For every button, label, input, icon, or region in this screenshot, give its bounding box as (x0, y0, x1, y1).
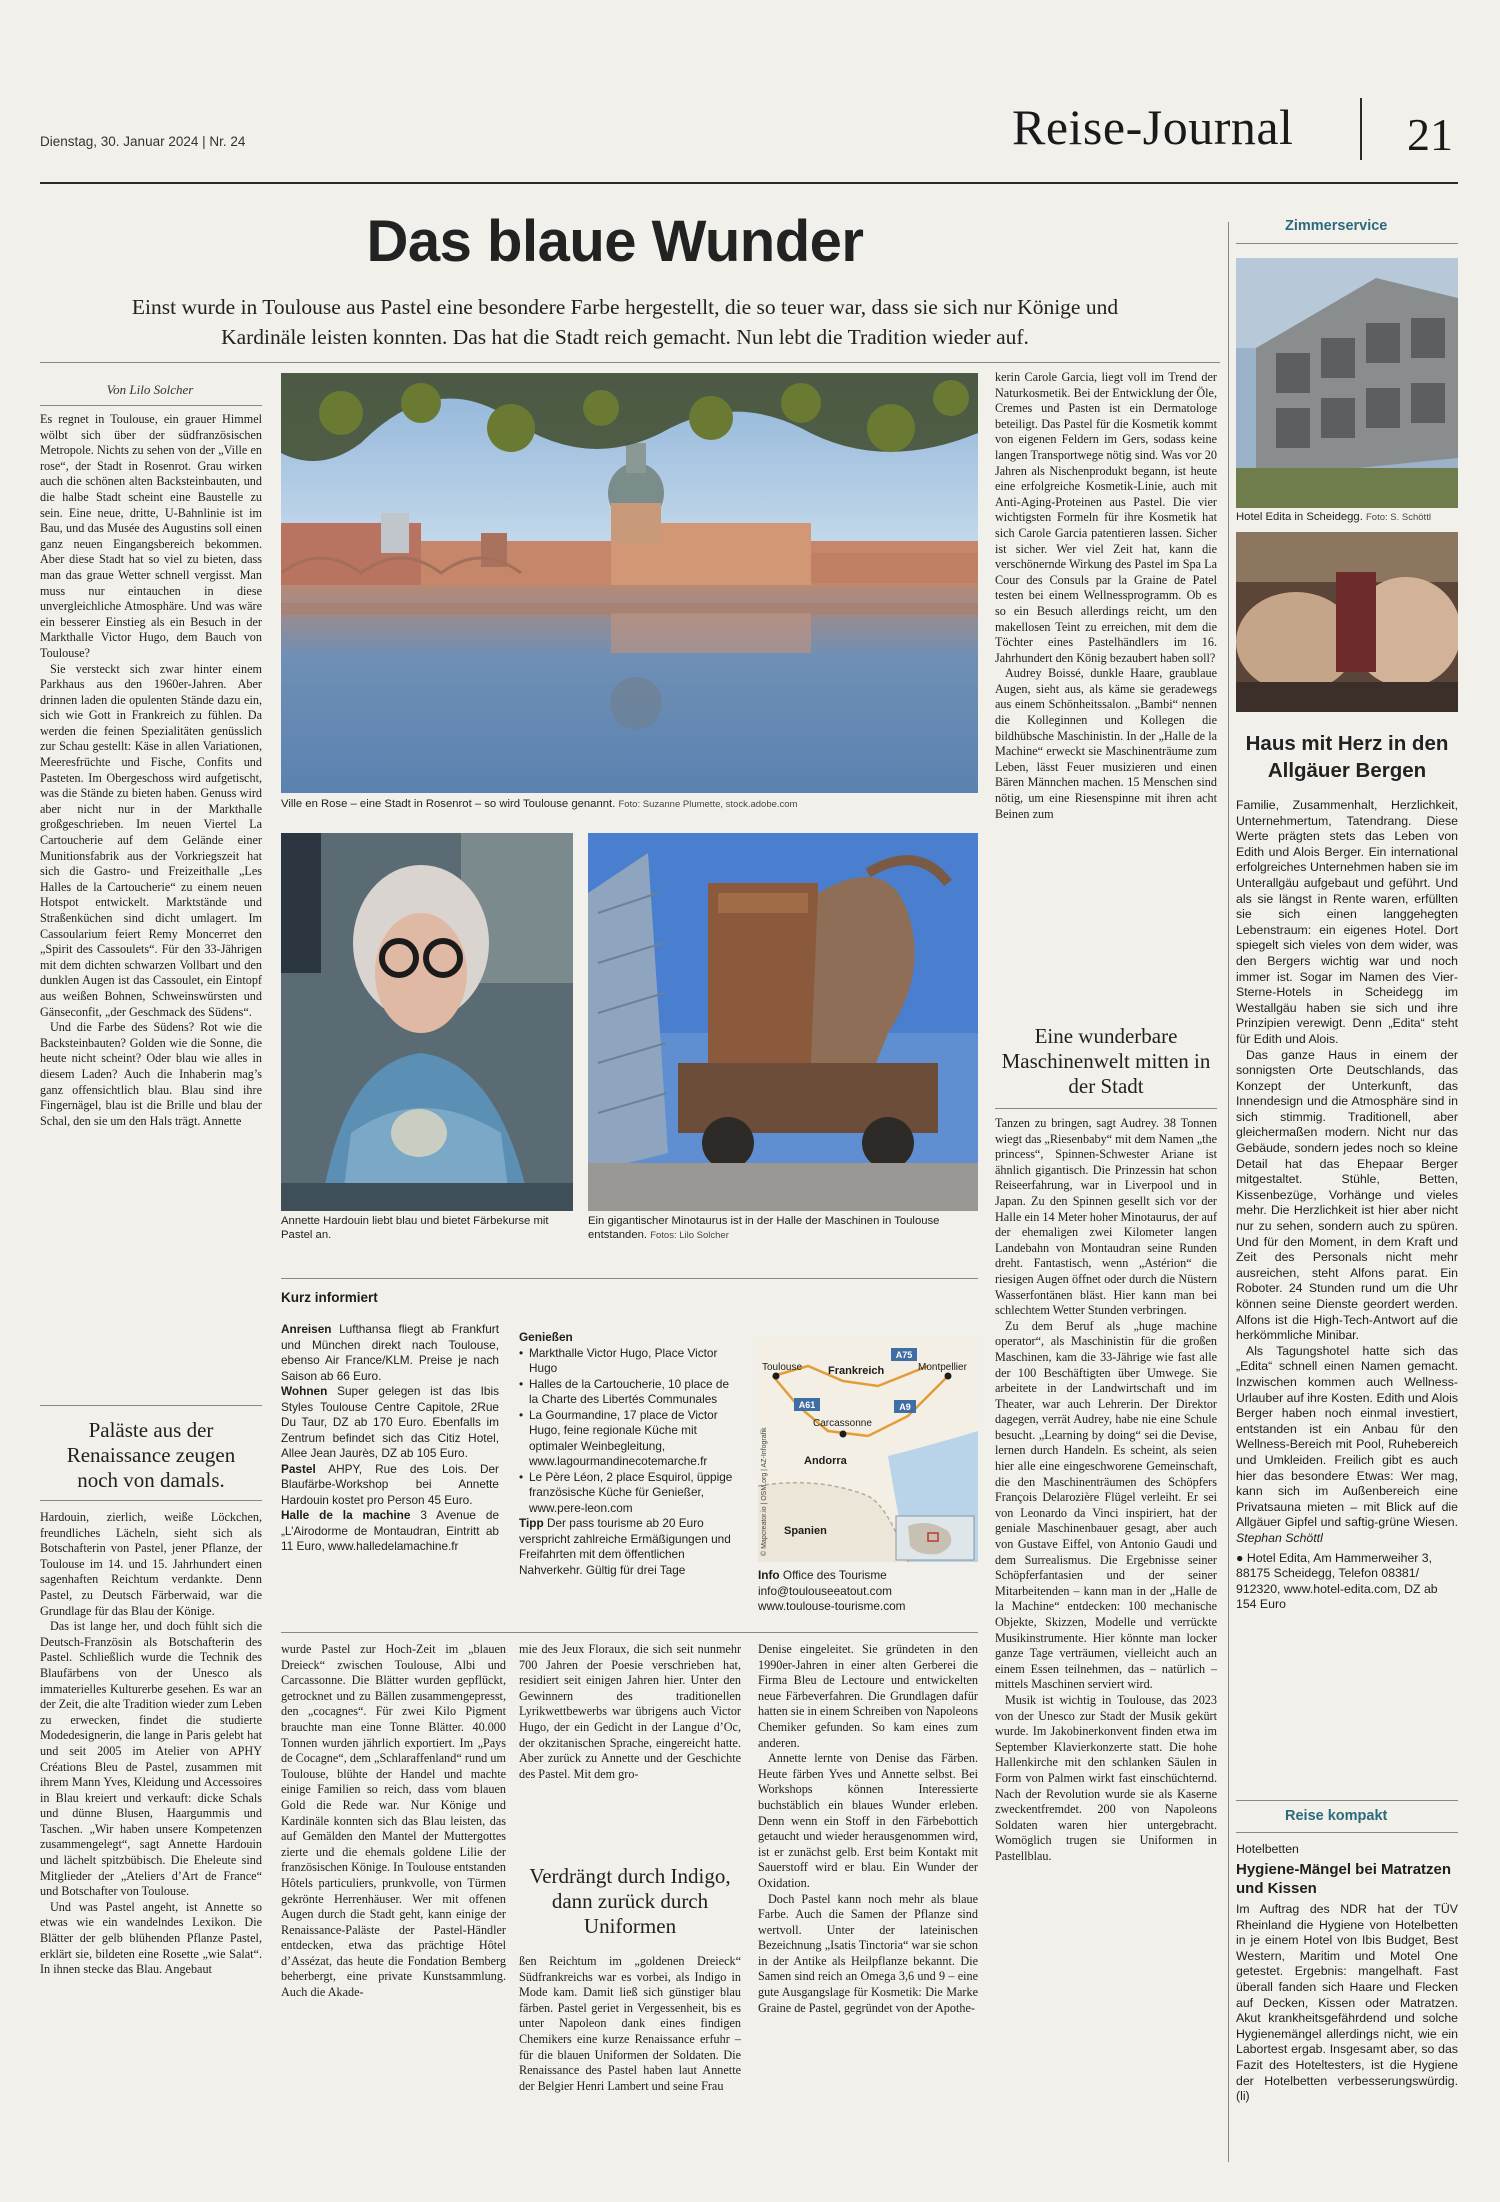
paragraph: Zu dem Beruf als „huge machine operator“, als Maschinistin für die großen Maschinen, kam die 33-Jährige wie fast alle der 100 Beschäftigten über Umwege. Sie arbeitete in der Landwirtschaft und im Theater, war auch Lehrerin. Der Direktor dagegen, verrät Audrey, habe nie eine Schule besucht. „Learning by doing“ sei die Devise, lernen durch Handeln. Es scheint, als seien hier alle eine eingeschworene Gemeinschaft, die den Maschinenträumen des Schöpfers François Delarozière Flügel verleiht. Er sei von Leonardo da Vinci inspiriert, hat der geniale Maschinenbauer gesagt, aber auch von Gustave Eiffel, von Antonio Gaudi und dem Surrealismus. Die Ergebnisse seiner Schöpferfantasien und der seiner Mitarbeitenden – kann man in der „Halle de la Machine“ entdecken: 100 mechanische Objekte, Skizzen, Modelle und verrückte Musikinstrumente. Hier könnte man locker ganze Tage verträumen, vielleicht auch an einem Essen teilnehmen, das – natürlich – mittels Maschinen serviert wird. (995, 1318, 1217, 1692)
paragraph: Doch Pastel kann noch mehr als blaue Farbe. Auch die Samen der Pflanze sind wertvoll. Unter der lateinischen Bezeichnung „Isatis Tinctoria“ war sie schon in der Antike als Heilpflanze bekannt. Die Samen sind reich an Omega 3,6 und 9 – eine gute Ausgangslage für Kosmetik: Die Marke Graine de Pastel, gegründet von der Apothe- (758, 1891, 978, 2015)
subhead-indigo: Verdrängt durch Indigo, dann zurück durch Uniformen (529, 1864, 731, 1938)
sidebar-text (1236, 798, 1458, 1613)
minotaur-caption (588, 1214, 978, 1243)
infobox-info (758, 1568, 978, 1615)
paragraph: Es regnet in Toulouse, ein grauer Himmel wölbt sich über der südfranzösischen Metropole. Nichts zu sehen von der „Ville en rose“, der Stadt in Rosenrot. Grau wirken auch die schönen alten Backsteinbauten, und die halbe Stadt scheint eine Baustelle zu sein. Eine neue, dritte, U-Bahnlinie ist im Bau, und das Musée des Augustins soll einen ganz neuen Eingangsbereich bekommen. Aber diese Stadt hat so viel zu bieten, dass man das graue Wetter schnell vergisst. Man muss nur eintauchen in diese unvergleichliche Atmosphäre. Und was wäre ein besserer Einstieg als ein Besuch in der Markthalle Victor Hugo, dem Bauch von Toulouse? (40, 412, 262, 660)
kompakt-rule (1236, 1800, 1458, 1801)
photo-credit: Foto: S. Schöttl (1366, 512, 1431, 523)
kompakt-tag: Reise kompakt (1285, 1808, 1388, 1824)
caption-text: Ein gigantischer Minotaurus ist in der Halle der Maschinen in Toulouse entstanden. (588, 1215, 940, 1241)
paragraph: Annette lernte von Denise das Färben. Heute färben Yves und Annette selbst. Bei Workshops können Interessierte buchstäblich ein blaues Wunder erleben. Denn wenn ein Stoff in den Färbebottich getaucht und wieder herausgenommen wird, ist er zunächst gelb. Erst beim Kontakt mit Sauerstoff wird er blau. Ein Wunder der Oxidation. (758, 1751, 978, 1890)
hotel-photo (1236, 258, 1458, 508)
deck-rule (40, 362, 1220, 363)
paragraph-text: Als Tagungshotel hatte sich das „Edita“ schnell einen Namen gemacht. Inzwischen kommen auch Wellness-Urlauber auf ihre Kosten. Edith und Alois Berger haben noch einmal investiert, entstanden ist ein Anbau für den Wellness-Bereich mit Pool, Ruhebereich und Umkleiden. Freilich gibt es auch hier das besondere Etwas: Wer mag, kann sich im Außenbereich eine Privatsauna mieten – mit Blick auf die Allgäuer Gipfel und saftig-grüne Wiesen. (1236, 1343, 1458, 1530)
road-label-a9: A9 (899, 1402, 911, 1412)
photo-credit: Fotos: Lilo Solcher (650, 1230, 729, 1241)
column-1-top (40, 412, 262, 1129)
info-label: Wohnen (281, 1384, 328, 1398)
paragraph: mie des Jeux Floraux, die sich seit nunmehr 700 Jahren der Poesie verschrieben hat, residiert seit einigen Jahren hier. Unter den Gewinnern des traditionellen Lyrikwettbewerbs war übrigens auch Victor Hugo, der ein Gedicht in der Langue d’Oc, der okzitanischen Sprache, eingereicht hatte. Aber zurück zu Annette und der Geschichte des Pastel. Mit dem gro- (519, 1642, 741, 1781)
paragraph: Denise eingeleitet. Sie gründeten in den 1990er-Jahren in einer alten Gerberei die Firma Bleu de Lectoure und entwickelten neue Färbeverfahren. Die Grundlagen dafür hatten sie in einem Schreiben von Napoleons Chemiker gefunden. So kam eines zum anderen. (758, 1642, 978, 1750)
sidebar-tag-rule (1236, 243, 1458, 244)
section-title: Reise-Journal (1012, 99, 1294, 155)
info-text: Office des Tourisme (782, 1568, 887, 1582)
column-3-bottom (519, 1954, 741, 2094)
info-label: Info (758, 1568, 780, 1582)
map-credit: © Mapcreator.io | OSM.org | AZ-Infografik (761, 1427, 768, 1556)
infobox-rule-top (281, 1278, 978, 1279)
hotel-address: Hotel Edita, Am Hammerweiher 3, 88175 Scheidegg, Telefon 08381/ 912320, www.hotel-edita.com, DZ ab 154 Euro (1236, 1550, 1438, 1612)
info-label: Anreisen (281, 1322, 332, 1336)
subhead-palaeste: Paläste aus der Renaissance zeugen noch von damals. (66, 1418, 236, 1492)
kompakt-tag-rule (1236, 1832, 1458, 1833)
header-rule (40, 182, 1458, 184)
info-text: AHPY, Rue des Lois. Der Blaufärbe-Workshop bei Annette Hardouin kostet pro Person 45 Euro. (281, 1461, 499, 1507)
info-web: www.toulouse-tourisme.com (758, 1599, 906, 1613)
column-1-bottom (40, 1510, 262, 1978)
hotel-address-line (1236, 1551, 1458, 1613)
subhead-rule (995, 1108, 1217, 1109)
portrait-caption: Annette Hardouin liebt blau und bietet Färbekurse mit Pastel an. (281, 1215, 549, 1241)
infobox-rule-bottom (281, 1632, 978, 1633)
info-text: Der pass tourisme ab 20 Euro verspricht zahlreiche Ermäßigungen und Freifahrten mit dem öffentlichen Nahverkehr. Gültig für drei Tage (519, 1516, 731, 1577)
info-label: Tipp (519, 1516, 544, 1530)
portrait-photo (281, 833, 573, 1211)
map-label-andorra: Andorra (804, 1455, 847, 1467)
sidebar-divider (1228, 222, 1229, 2162)
paragraph: Und was Pastel angeht, ist Annette so etwas wie ein wandelndes Lexikon. Die Blätter der gelb blühenden Pflanze Pastel, erklärt sie, bildeten eine Rosette „wie Salat“. In ihnen stecke das Blau. Angebaut (40, 1899, 262, 1977)
column-3-top (519, 1642, 741, 1782)
column-5-top (995, 370, 1217, 822)
paragraph: Musik ist wichtig in Toulouse, das 2023 von der Unesco zur Stadt der Musik gekürt wurde. Im Jakobinerkonvent finden etwa im September Klavierkonzerte statt. Die hohe Hallenkirche mit den schlanken Säulen in Form von Palmen wirkt fast einschüchternd. Nach der Revolution wurde sie als Kaserne zweckentfremdet. 200 von Napoleons Soldaten waren hier untergebracht. Womöglich trugen sie Uniformen in Pastellblau. (995, 1692, 1217, 1863)
infobox-column-1 (281, 1322, 499, 1555)
photo-credit: Foto: Suzanne Plumette, stock.adobe.com (618, 799, 798, 810)
page-number: 21 (1407, 109, 1453, 160)
paragraph: kerin Carole Garcia, liegt voll im Trend der Naturkosmetik. Bei der Entwicklung der Öle, Cremes und Pasten ist ein Dermatologe beteiligt. Das Pastel für die Kosmetik kommt von eigenen Feldern im Gers, sodass keine langen Transportwege nötig sind. Was vor 20 Jahren als Nischenprodukt begann, ist heute eine erfolgreiche Kosmetik-Linie, auch mit Anti-Aging-Proteinen aus Pastel. Die vier wichtigsten Formeln für ihre Kosmetik hat sich Carole Garcia patentieren lassen. Sicher ist sicher. Wer viel Zeit hat, kann die verschönernde Wirkung des Pastel im Spa La Cour des Consuls par la Graine de Patel testen bei einem Wellnessprogramm. Ob es so ein Besuch allerdings reicht, um den makellosen Teint zu erreichen, mit dem die Töchter eines Pastelhändlers im 16. Jahrhundert den König bezaubert haben soll? (995, 370, 1217, 665)
info-email: info@toulouseeatout.com (758, 1583, 892, 1598)
infobox-column-2 (519, 1330, 741, 1578)
column-2 (281, 1642, 506, 2001)
kompakt-kicker: Hotelbetten (1236, 1842, 1299, 1856)
hotel-interior-photo (1236, 532, 1458, 712)
info-label: Genießen (519, 1330, 573, 1344)
header-divider-vertical (1360, 98, 1362, 160)
toulouse-photo (281, 373, 978, 793)
author: Stephan Schöttl (1236, 1530, 1323, 1545)
minotaur-photo (588, 833, 978, 1211)
main-photo-caption (281, 797, 978, 812)
paragraph: Das ganze Haus in einem der sonnigsten Orte Deutschlands, das Konzept der Unterkunft, das Innendesign und die Atmosphäre sind in sich stimmig. Traditionell, aber gleichermaßen modern. Nicht nur das Gebäude, sondern jedes noch so kleine Detail hat das Ehepaar Berger mitgestaltet. Stühle, Betten, Kissenbezüge, Vorhänge und vieles mehr. Die Herzlichkeit ist hier aber nicht nur zu sehen, sondern auch zu spüren. Und für den Moment, in dem Kraft und Zeit des Personals nicht mehr ausreichen, steht Alfons parat. Ein Roboter. 24 Stunden rund um die Uhr können seine Dienste geordert werden. Alfons ist die High-Tech-Antwort auf die herkömmliche Minibar. (1236, 1047, 1458, 1343)
road-label-a75: A75 (895, 1350, 913, 1360)
sidebar-headline: Haus mit Herz in den Allgäuer Bergen (1245, 732, 1449, 782)
paragraph: Das ist lange her, und doch fühlt sich die Deutsch-Französin als Botschafterin des Pastel. Schließlich wurde die Technik des Blaufärbens von der Unesco als immaterielles Kulturerbe gesehen. Es war an der Zeit, die alte Tradition wieder zum Leben zu erwecken, findet die studierte Modedesignerin, die lange in Paris gelebt hat und seit 2005 im Atelier von APHY Créations Bleu de Pastel, zusammen mit ihrem Mann Yves, Kleidung und Accessoires in Blau kreiert und verkauft: dicke Schals und dünne Blusen, Haargummis und Taschen. „Wir haben unsere Kompetenzen zusammengelegt“, sagt Annette Hardouin und lächelt spitzbübisch. Die Eheleute sind Mitglieder der „Ateliers d’Art de France“ und Botschafter von Toulouse. (40, 1619, 262, 1899)
map-label-frankreich: Frankreich (828, 1365, 885, 1377)
column-4 (758, 1642, 978, 2016)
byline-rule (40, 405, 262, 406)
paragraph: Im Auftrag des NDR hat der TÜV Rheinland die Hygiene von Hotelbetten in je einem Hotel von Ibis Budget, Best Western, Maritim und Motel One getestet. Ergebnis: mangelhaft. Fast überall fanden sich Haare und Flecken auf Decken, Kissen oder Matratzen. Akut krankheitsgefährdend und solche Hygienemängel allerdings nicht, wie ein Labortest ergab. Insgesamt aber, so das Fazit des Hoteltesters, ist die Hygiene der Hotelbetten verbesserungswürdig. (li) (1236, 1902, 1458, 2104)
issue-date: Dienstag, 30. Januar 2024 | Nr. 24 (40, 134, 246, 149)
map-label-toulouse: Toulouse (762, 1362, 803, 1373)
paragraph: Hardouin, zierlich, weiße Löckchen, freundliches Lächeln, sieht sich als Botschafterin von Pastel, jener Pflanze, der Toulouse im 14. und 15. Jahrhundert einen sagenhaften Reichtum verdankte. Denn Pastel, zu Deutsch Färberwaid, war die Grundlage für das Blau der Könige. (40, 1510, 262, 1618)
paragraph (1236, 1344, 1458, 1547)
subhead-rule (40, 1405, 262, 1406)
info-label: Pastel (281, 1461, 316, 1476)
column-5-bottom (995, 1116, 1217, 1865)
road-label-a61: A61 (798, 1400, 816, 1410)
paragraph: Familie, Zusammenhalt, Herzlichkeit, Unternehmertum, Tatendrang. Diese Werte prägten stets das Leben von Edith und Alois Berger. Ein international erfolgreiches Unternehmen haben sie im Unterallgäu aufgebaut und geführt. Und als sie längst in Rente waren, erfüllten sie sich einen langgehegten Lebenstraum: ein eigenes Hotel. Dort spiegelt sich vieles von dem wider, was den Bergers wichtig war und noch immer ist. Sogar im Namen des Vier-Sterne-Hotels in Scheidegg im Westallgäu haben sie sich und ihre Prinzipien verewigt. Denn „Edita“ steht für Edith und Alois. (1236, 798, 1458, 1046)
info-text: Lufthansa fliegt ab Frankfurt und München direkt nach Toulouse, ebenso Air France/KLM. Preise je nach Saison ab 66 Euro. (281, 1322, 499, 1383)
paragraph: Sie versteckt sich zwar hinter einem Parkhaus aus den 1960er-Jahren. Aber drinnen laden die opulenten Stände dazu ein, sich wie Gott in Frankreich zu fühlen. Da werden die feinen Spezialitäten genüsslich zur Schau gestellt: Käse in allen Variationen, Meeresfrüchte und Fische, Confits und Pasteten. Im Obergeschoss wird aufgetischt, was die Stände zu bieten haben. Genuss wird aber nicht nur in der Markthalle großgeschrieben. Im neuen Viertel La Cartoucherie auf dem Gelände einer Munitionsfabrik aus der Vorkriegszeit hat sich die Gastro- und Freizeithalle „Les Halles de la Cartoucherie“ zu einem neuen Hotspot entwickelt. Marktstände und Straßenküchen sind dicht umlagert. Im Cassoularium feiert Remy Moncerret den „Spirit des Cassoulets“. Für den 33-Jährigen mit dem dichten schwarzen Vollbart und den dunklen Augen ist das Cassoulet, ein Eintopf aus weißen Bohnen, Schweinswürsten und Gänseconfit, „der Geschmack des Südens“. (40, 661, 262, 1019)
article-headline: Das blaue Wunder (366, 209, 864, 274)
byline: Von Lilo Solcher (106, 382, 194, 397)
paragraph: Und die Farbe des Südens? Rot wie die Backsteinbauten? Golden wie die Sonne, die heute nicht scheint? Oder blau wie alles in diesem Laden? Auch die Inhaberin mag’s ganz offensichtlich blau. Blau sind ihre Fingernägel, blau ist die Brille und blau der Schal, den sie um den Hals trägt. Annette (40, 1020, 262, 1128)
map-label-spanien: Spanien (784, 1525, 827, 1537)
paragraph: Tanzen zu bringen, sagt Audrey. 38 Tonnen wiegt das „Riesenbaby“ mit dem Namen „the princess“, Spinnen-Schwester Ariane ist ähnlich gigantisch. Die Prinzessin hat schon Reiseerfahrung, war in Liverpool und in Japan. Zu den Spinnen gesellt sich vor der Halle ein 14 Meter hoher Minotaurus, der auf der ehemaligen zwei Kilometer langen Landebahn von Montaudran seine Runden dreht. Fantastisch, wenn „Astérion“ die riesigen Augen öffnet oder durch die Nüstern Wasserfontänen bläst. Hier kann man bei schlechtem Wetter Stunden verbringen. (995, 1116, 1218, 1318)
list-item: • Markthalle Victor Hugo, Place Victor Hugo (519, 1346, 741, 1377)
hotel-photo-caption (1236, 510, 1458, 525)
sidebar-tag: Zimmerservice (1285, 218, 1388, 234)
info-text: Super gelegen ist das Ibis Styles Toulouse Centre Capitole, 2Rue Du Taur, DZ ab 170 Euro. Ebenfalls im Zentrum befindet sich das Citiz Hotel, Allee Jean Jaurès, DZ ab 105 Euro. (281, 1384, 499, 1460)
infobox-title: Kurz informiert (281, 1290, 378, 1305)
caption-text: Ville en Rose – eine Stadt in Rosenrot – so wird Toulouse genannt. (281, 798, 616, 810)
caption-text: Hotel Edita in Scheidegg. (1236, 511, 1363, 523)
article-deck: Einst wurde in Toulouse aus Pastel eine besondere Farbe hergestellt, die so teuer war, dass sie sich nur Könige und Kardinäle leisten konnten. Das hat die Stadt reich gemacht. Nun lebt die Tradition wieder auf. (131, 295, 1119, 349)
region-map (758, 1336, 978, 1562)
list-item: • Halles de la Cartoucherie, 10 place de la Charte des Libertés Communales (519, 1377, 741, 1408)
map-label-carcassonne: Carcassonne (813, 1418, 872, 1429)
kompakt-title: Hygiene-Mängel bei Matratzen und Kissen (1236, 1861, 1452, 1897)
list-item: • La Gourmandine, 17 place de Victor Hugo, feine regionale Küche mit optimaler Weinbegleitung, www.lagourmandinecotemarche.fr (519, 1408, 741, 1470)
paragraph: Audrey Boissé, dunkle Haare, graublaue Augen, sieht aus, als käme sie geradewegs aus einem Schönheitssalon. „Bambi“ nennen die Kolleginnen und Kollegen die bildhübsche Maschinistin. In der „Halle de la Machine“ erweckt sie Maschinenträume zum Leben, lässt Feuer musizieren und einen Bären Männchen machen. 15 Menschen sind nötig, um eine Riesenspinne mit ihren acht Beinen zum (995, 666, 1217, 821)
map-label-montpellier: Montpellier (918, 1362, 967, 1373)
info-label: Halle de la machine (281, 1508, 411, 1522)
list-item: • Le Père Léon, 2 place Esquirol, üppige französische Küche für Genießer, www.pere-leon.com (519, 1470, 741, 1517)
subhead-rule (40, 1500, 262, 1501)
paragraph: wurde Pastel zur Hoch-Zeit im „blauen Dreieck“ zwischen Toulouse, Albi und Carcassonne. Die Blätter wurden gepflückt, getrocknet und zu Bällen zusammengepresst, den „cocagnes“. Für zwei Kilo Pigment brauchte man eine Tonne Blätter. 40.000 Tonnen wurden jährlich exportiert. Im „Pays de Cocagne“, dem „Schlaraffenland“ rund um Toulouse, blühte der Handel und machte einige Familien so reich, dass vom blauen Gold die Rede war. Nur Könige und Kardinäle konnten sich das Blau leisten, das auf Gemälden den Mantel der Muttergottes zierte und die ehemals goldene Lilie der französischen Könige. In Toulouse entstanden Hôtels particuliers, prunkvolle, von Türmen gekrönte Herrenhäuser. Wer mit offenen Augen durch die Stadt geht, kann einige der Renaissance-Paläste der Pastel-Händler entdecken, etwa das prächtige Hôtel d’Assézat, das heute die Fondation Bemberg beherbergt, eine private Kunstsammlung. Auch die Akade- (281, 1642, 506, 2000)
paragraph: ßen Reichtum im „goldenen Dreieck“ Südfrankreichs war es vorbei, als Indigo in Mode kam. Damit ließ sich günstiger blau färben. Pastel geriet in Vergessenheit, bis es unter Napoleon dank eines findigen Chemikers eine kurze Renaissance erfuhr – für die blauen Uniformen der Soldaten. Die Renaissance des Pastel haben laut Annette der Belgier Henri Lambert und seine Frau (519, 1954, 741, 2093)
kompakt-text (1236, 1902, 1458, 2105)
subhead-maschinenwelt: Eine wunderbare Maschinenwelt mitten in der Stadt (1001, 1024, 1211, 1098)
info-text: 3 Avenue de „L’Airodorme de Montaudran, Eintritt ab 11 Euro, www.halledelamachine.fr (281, 1508, 500, 1553)
location-icon: ● (1236, 1550, 1244, 1565)
